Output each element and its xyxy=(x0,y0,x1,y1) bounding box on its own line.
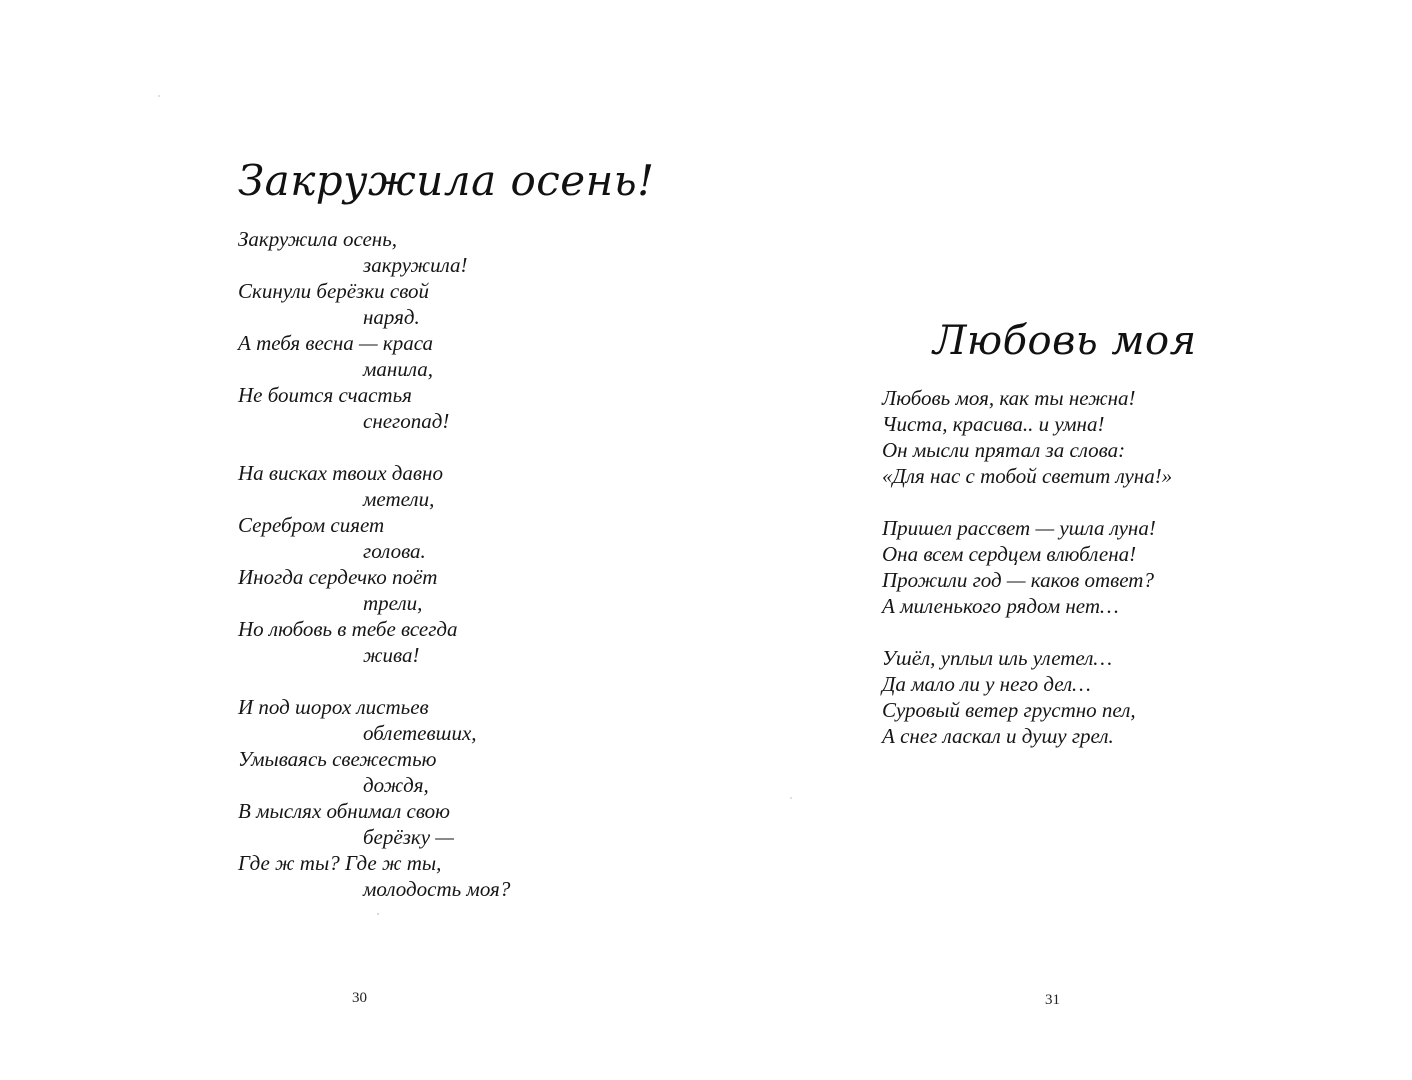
verse-line: снегопад! xyxy=(363,409,450,433)
verse-line: молодость моя? xyxy=(363,877,511,901)
verse-line: Он мысли прятал за слова: xyxy=(882,438,1126,462)
print-speck xyxy=(790,797,792,799)
verse-line: Она всем сердцем влюблена! xyxy=(882,542,1137,566)
verse-line: жива! xyxy=(363,643,420,667)
stanza-break xyxy=(238,668,510,694)
verse-line: Пришел рассвет — ушла луна! xyxy=(882,516,1156,540)
verse-line: А миленького рядом нет… xyxy=(882,594,1119,618)
verse-line: голова. xyxy=(363,539,426,563)
verse-line: Прожили год — каков ответ? xyxy=(882,568,1154,592)
verse-line: дождя, xyxy=(363,773,429,797)
verse-line: Серебром сияет xyxy=(238,513,385,537)
stanza-break xyxy=(882,619,1172,645)
verse-line: Ушёл, уплыл иль улетел… xyxy=(882,646,1113,670)
verse-line: Любовь моя, как ты нежна! xyxy=(882,386,1136,410)
verse-line: «Для нас с тобой светит луна!» xyxy=(882,464,1173,488)
verse-line: закружила! xyxy=(363,253,468,277)
page-number: 30 xyxy=(352,990,367,1006)
verse-line: И под шорох листьев xyxy=(238,695,429,719)
print-speck xyxy=(158,95,160,97)
verse-line: Суровый ветер грустно пел, xyxy=(882,698,1136,722)
verse-line: Умываясь свежестью xyxy=(238,747,437,771)
verse-line: наряд. xyxy=(363,305,420,329)
right-page xyxy=(706,0,1412,1080)
poem-title: Любовь моя xyxy=(933,318,1197,364)
verse-line: Да мало ли у него дел… xyxy=(882,672,1091,696)
stanza-break xyxy=(238,434,510,460)
stanza-break xyxy=(882,489,1172,515)
verse-line: В мыслях обнимал свою xyxy=(238,799,450,823)
verse-line: манила, xyxy=(363,357,433,381)
page-number: 31 xyxy=(1045,992,1060,1008)
verse-line: трели, xyxy=(363,591,423,615)
verse-line: берёзку — xyxy=(363,825,454,849)
verse-line: На висках твоих давно xyxy=(238,461,443,485)
verse-line: Чиста, красива.. и умна! xyxy=(882,412,1105,436)
poem-text xyxy=(882,385,1172,749)
verse-line: облетевших, xyxy=(363,721,477,745)
print-speck xyxy=(377,913,379,915)
verse-line: Где ж ты? Где ж ты, xyxy=(238,851,442,875)
verse-line: Закружила осень, xyxy=(238,227,398,251)
verse-line: Не боится счастья xyxy=(238,383,412,407)
verse-line: Иногда сердечко поёт xyxy=(238,565,438,589)
poem-title: Закружила осень! xyxy=(238,156,655,205)
verse-line: А снег ласкал и душу грел. xyxy=(882,724,1114,748)
verse-line: А тебя весна — краса xyxy=(238,331,434,355)
verse-line: Но любовь в тебе всегда xyxy=(238,617,458,641)
verse-line: Скинули берёзки свой xyxy=(238,279,430,303)
verse-line: метели, xyxy=(363,487,435,511)
poem-text xyxy=(238,226,510,902)
